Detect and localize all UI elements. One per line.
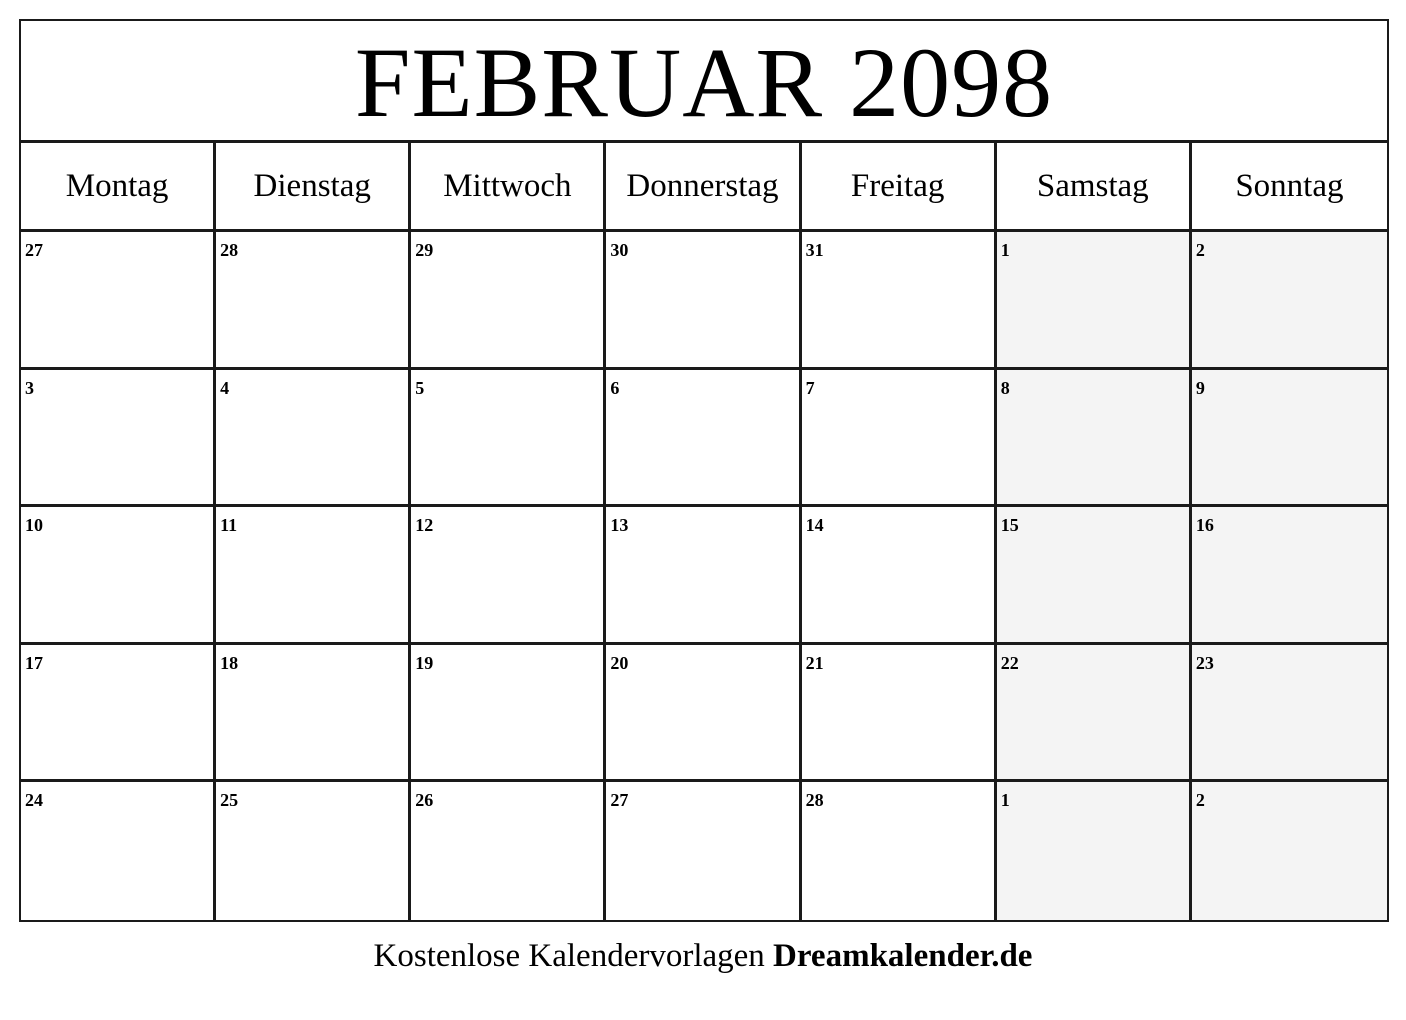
day-cell bbox=[411, 232, 606, 370]
day-number: 27 bbox=[610, 790, 629, 811]
day-cell bbox=[411, 782, 606, 920]
day-number: 28 bbox=[220, 240, 239, 260]
day-cell bbox=[802, 782, 997, 920]
day-cell bbox=[411, 507, 606, 645]
day-cell bbox=[1192, 645, 1387, 783]
day-cell bbox=[997, 370, 1192, 508]
calendar-title: FEBRUAR 2098 bbox=[354, 26, 1054, 138]
day-number: 1 bbox=[1000, 240, 1010, 260]
day-number: 16 bbox=[1195, 515, 1214, 536]
day-number: 27 bbox=[25, 240, 43, 260]
day-number: 19 bbox=[415, 652, 434, 673]
footer-brand: Dreamkalender.de bbox=[773, 938, 1033, 974]
day-number: 8 bbox=[1000, 377, 1010, 398]
day-number: 26 bbox=[415, 790, 434, 811]
day-cell bbox=[997, 645, 1192, 783]
day-cell bbox=[21, 782, 216, 920]
day-number: 14 bbox=[805, 515, 824, 536]
day-cell bbox=[802, 507, 997, 645]
day-number: 11 bbox=[220, 515, 238, 536]
day-cell bbox=[802, 370, 997, 508]
day-number: 21 bbox=[805, 652, 824, 673]
day-number: 29 bbox=[415, 240, 434, 260]
day-number: 6 bbox=[610, 377, 620, 398]
day-cell bbox=[216, 370, 411, 508]
weekday-header-dienstag: Dienstag bbox=[216, 143, 411, 232]
day-number: 13 bbox=[610, 515, 629, 536]
day-cell bbox=[1192, 782, 1387, 920]
day-cell bbox=[1192, 370, 1387, 508]
day-cell bbox=[997, 232, 1192, 370]
weekday-header-freitag: Freitag bbox=[802, 143, 997, 232]
day-cell bbox=[216, 782, 411, 920]
weekday-header-montag: Montag bbox=[21, 143, 216, 232]
day-number: 2 bbox=[1195, 790, 1205, 811]
day-cell bbox=[802, 232, 997, 370]
weekday-header-samstag: Samstag bbox=[997, 143, 1192, 232]
day-number: 23 bbox=[1195, 652, 1214, 673]
day-number: 24 bbox=[25, 790, 43, 811]
day-cell bbox=[1192, 507, 1387, 645]
day-cell bbox=[606, 645, 801, 783]
day-cell bbox=[21, 232, 216, 370]
day-cell bbox=[411, 645, 606, 783]
weekday-header-sonntag: Sonntag bbox=[1192, 143, 1387, 232]
day-number: 20 bbox=[610, 652, 629, 673]
day-cell bbox=[216, 507, 411, 645]
day-number: 5 bbox=[415, 377, 425, 398]
weekday-header-donnerstag: Donnerstag bbox=[606, 143, 801, 232]
day-number: 22 bbox=[1000, 652, 1019, 673]
footer bbox=[0, 938, 1406, 975]
day-number: 30 bbox=[610, 240, 629, 260]
day-number: 4 bbox=[220, 377, 230, 398]
day-number: 17 bbox=[25, 652, 43, 673]
day-number: 10 bbox=[25, 515, 43, 536]
day-number: 9 bbox=[1195, 377, 1205, 398]
day-number: 3 bbox=[25, 377, 34, 398]
title-bar bbox=[21, 21, 1387, 143]
day-cell bbox=[802, 645, 997, 783]
day-number: 12 bbox=[415, 515, 434, 536]
day-cell bbox=[606, 370, 801, 508]
day-cell bbox=[1192, 232, 1387, 370]
calendar-grid bbox=[21, 143, 1387, 920]
footer-text: Kostenlose Kalendervorlagen bbox=[373, 938, 765, 974]
day-number: 28 bbox=[805, 790, 824, 811]
day-cell bbox=[216, 645, 411, 783]
calendar bbox=[19, 19, 1389, 922]
day-cell bbox=[21, 370, 216, 508]
day-cell bbox=[21, 645, 216, 783]
weekday-header-mittwoch: Mittwoch bbox=[411, 143, 606, 232]
day-cell bbox=[606, 507, 801, 645]
day-number: 18 bbox=[220, 652, 239, 673]
day-cell bbox=[411, 370, 606, 508]
day-cell bbox=[997, 507, 1192, 645]
day-cell bbox=[997, 782, 1192, 920]
day-number: 15 bbox=[1000, 515, 1019, 536]
day-number: 2 bbox=[1195, 240, 1205, 260]
day-number: 1 bbox=[1000, 790, 1010, 811]
day-number: 25 bbox=[220, 790, 239, 811]
day-cell bbox=[606, 782, 801, 920]
day-number: 31 bbox=[805, 240, 824, 260]
day-cell bbox=[216, 232, 411, 370]
day-cell bbox=[21, 507, 216, 645]
day-number: 7 bbox=[805, 377, 815, 398]
day-cell bbox=[606, 232, 801, 370]
